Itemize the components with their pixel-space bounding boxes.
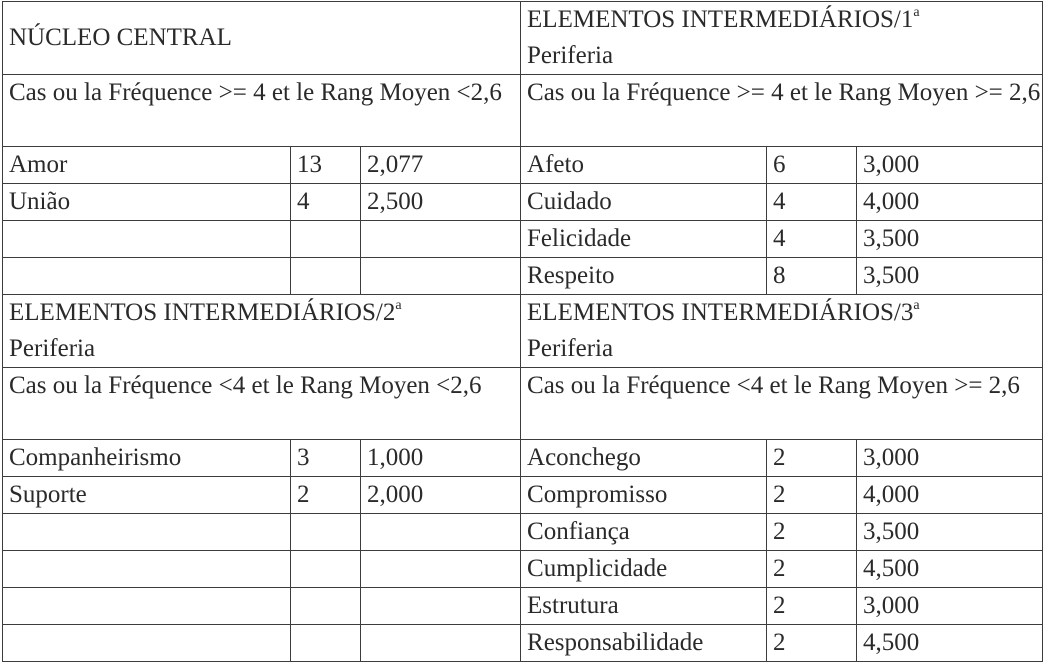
rank-cell: 3,000: [857, 588, 1043, 625]
table-row: [3, 625, 1043, 662]
header-row: [3, 295, 1043, 368]
rank-cell: 3,500: [857, 221, 1043, 258]
frequency-cell: 2: [291, 477, 361, 514]
rank-cell: 4,000: [857, 477, 1043, 514]
first-periphery-title: [521, 2, 1043, 75]
frequency-cell: 2: [767, 625, 857, 662]
rank-cell: 3,000: [857, 440, 1043, 477]
rank-cell: [361, 551, 521, 588]
rank-cell: [361, 588, 521, 625]
rank-cell: 4,500: [857, 551, 1043, 588]
frequency-cell: 6: [767, 147, 857, 184]
rank-cell: 1,000: [361, 440, 521, 477]
first-periphery-title-sup: a: [913, 5, 920, 20]
rank-cell: 2,500: [361, 184, 521, 221]
frequency-cell: 2: [767, 440, 857, 477]
frequency-cell: 3: [291, 440, 361, 477]
table-row: [3, 514, 1043, 551]
rank-cell: 4,500: [857, 625, 1043, 662]
frequency-cell: [291, 625, 361, 662]
rank-cell: 2,000: [361, 477, 521, 514]
first-periphery-title-line2: Periferia: [527, 42, 614, 69]
frequency-cell: [291, 514, 361, 551]
frequency-cell: [291, 551, 361, 588]
second-periphery-title-sup: a: [395, 298, 402, 313]
first-periphery-title-text: ELEMENTOS INTERMEDIÁRIOS/1: [527, 6, 914, 33]
term-cell: Estrutura: [521, 588, 767, 625]
quadrant-table: [2, 1, 1043, 662]
rank-cell: [361, 514, 521, 551]
term-cell: [3, 258, 291, 295]
term-cell: Suporte: [3, 477, 291, 514]
second-periphery-criteria: Cas ou la Fréquence <4 et le Rang Moyen <2,6: [3, 368, 521, 440]
term-cell: [3, 588, 291, 625]
central-core-title: [3, 2, 521, 75]
frequency-cell: 4: [291, 184, 361, 221]
third-periphery-title-sup: a: [913, 298, 920, 313]
frequency-cell: [291, 588, 361, 625]
header-row: [3, 2, 1043, 75]
third-periphery-title: [521, 295, 1043, 368]
third-periphery-title-line2: Periferia: [527, 335, 614, 362]
term-cell: Aconchego: [521, 440, 767, 477]
third-periphery-criteria: Cas ou la Fréquence <4 et le Rang Moyen >= 2,6: [521, 368, 1043, 440]
frequency-cell: 13: [291, 147, 361, 184]
rank-cell: 2,077: [361, 147, 521, 184]
term-cell: Confiança: [521, 514, 767, 551]
term-cell: [3, 514, 291, 551]
table-row: [3, 588, 1043, 625]
frequency-cell: [291, 258, 361, 295]
table-row: [3, 221, 1043, 258]
rank-cell: 4,000: [857, 184, 1043, 221]
second-periphery-title: [3, 295, 521, 368]
term-cell: Respeito: [521, 258, 767, 295]
table-row: [3, 440, 1043, 477]
term-cell: União: [3, 184, 291, 221]
frequency-cell: 2: [767, 477, 857, 514]
frequency-cell: 2: [767, 514, 857, 551]
table-row: [3, 258, 1043, 295]
term-cell: Amor: [3, 147, 291, 184]
table-row: [3, 477, 1043, 514]
frequency-cell: 8: [767, 258, 857, 295]
central-core-title-text: NÚCLEO CENTRAL: [9, 24, 232, 51]
frequency-cell: 2: [767, 588, 857, 625]
term-cell: [3, 221, 291, 258]
second-periphery-title-text: ELEMENTOS INTERMEDIÁRIOS/2: [9, 299, 396, 326]
term-cell: Companheirismo: [3, 440, 291, 477]
term-cell: [3, 551, 291, 588]
term-cell: Responsabilidade: [521, 625, 767, 662]
central-core-criteria: Cas ou la Fréquence >= 4 et le Rang Moyen <2,6: [3, 75, 521, 147]
rank-cell: [361, 221, 521, 258]
frequency-cell: 4: [767, 221, 857, 258]
first-periphery-criteria: Cas ou la Fréquence >= 4 et le Rang Moyen >= 2,6: [521, 75, 1043, 147]
table-row: [3, 184, 1043, 221]
frequency-cell: 4: [767, 184, 857, 221]
frequency-cell: 2: [767, 551, 857, 588]
rank-cell: [361, 258, 521, 295]
rank-cell: [361, 625, 521, 662]
criteria-row: [3, 75, 1043, 147]
second-periphery-title-line2: Periferia: [9, 335, 96, 362]
frequency-cell: [291, 221, 361, 258]
term-cell: Afeto: [521, 147, 767, 184]
term-cell: Cuidado: [521, 184, 767, 221]
criteria-row: [3, 368, 1043, 440]
term-cell: Compromisso: [521, 477, 767, 514]
third-periphery-title-text: ELEMENTOS INTERMEDIÁRIOS/3: [527, 299, 914, 326]
rank-cell: 3,500: [857, 514, 1043, 551]
rank-cell: 3,500: [857, 258, 1043, 295]
rank-cell: 3,000: [857, 147, 1043, 184]
term-cell: Cumplicidade: [521, 551, 767, 588]
table-row: [3, 551, 1043, 588]
table-row: [3, 147, 1043, 184]
term-cell: Felicidade: [521, 221, 767, 258]
term-cell: [3, 625, 291, 662]
